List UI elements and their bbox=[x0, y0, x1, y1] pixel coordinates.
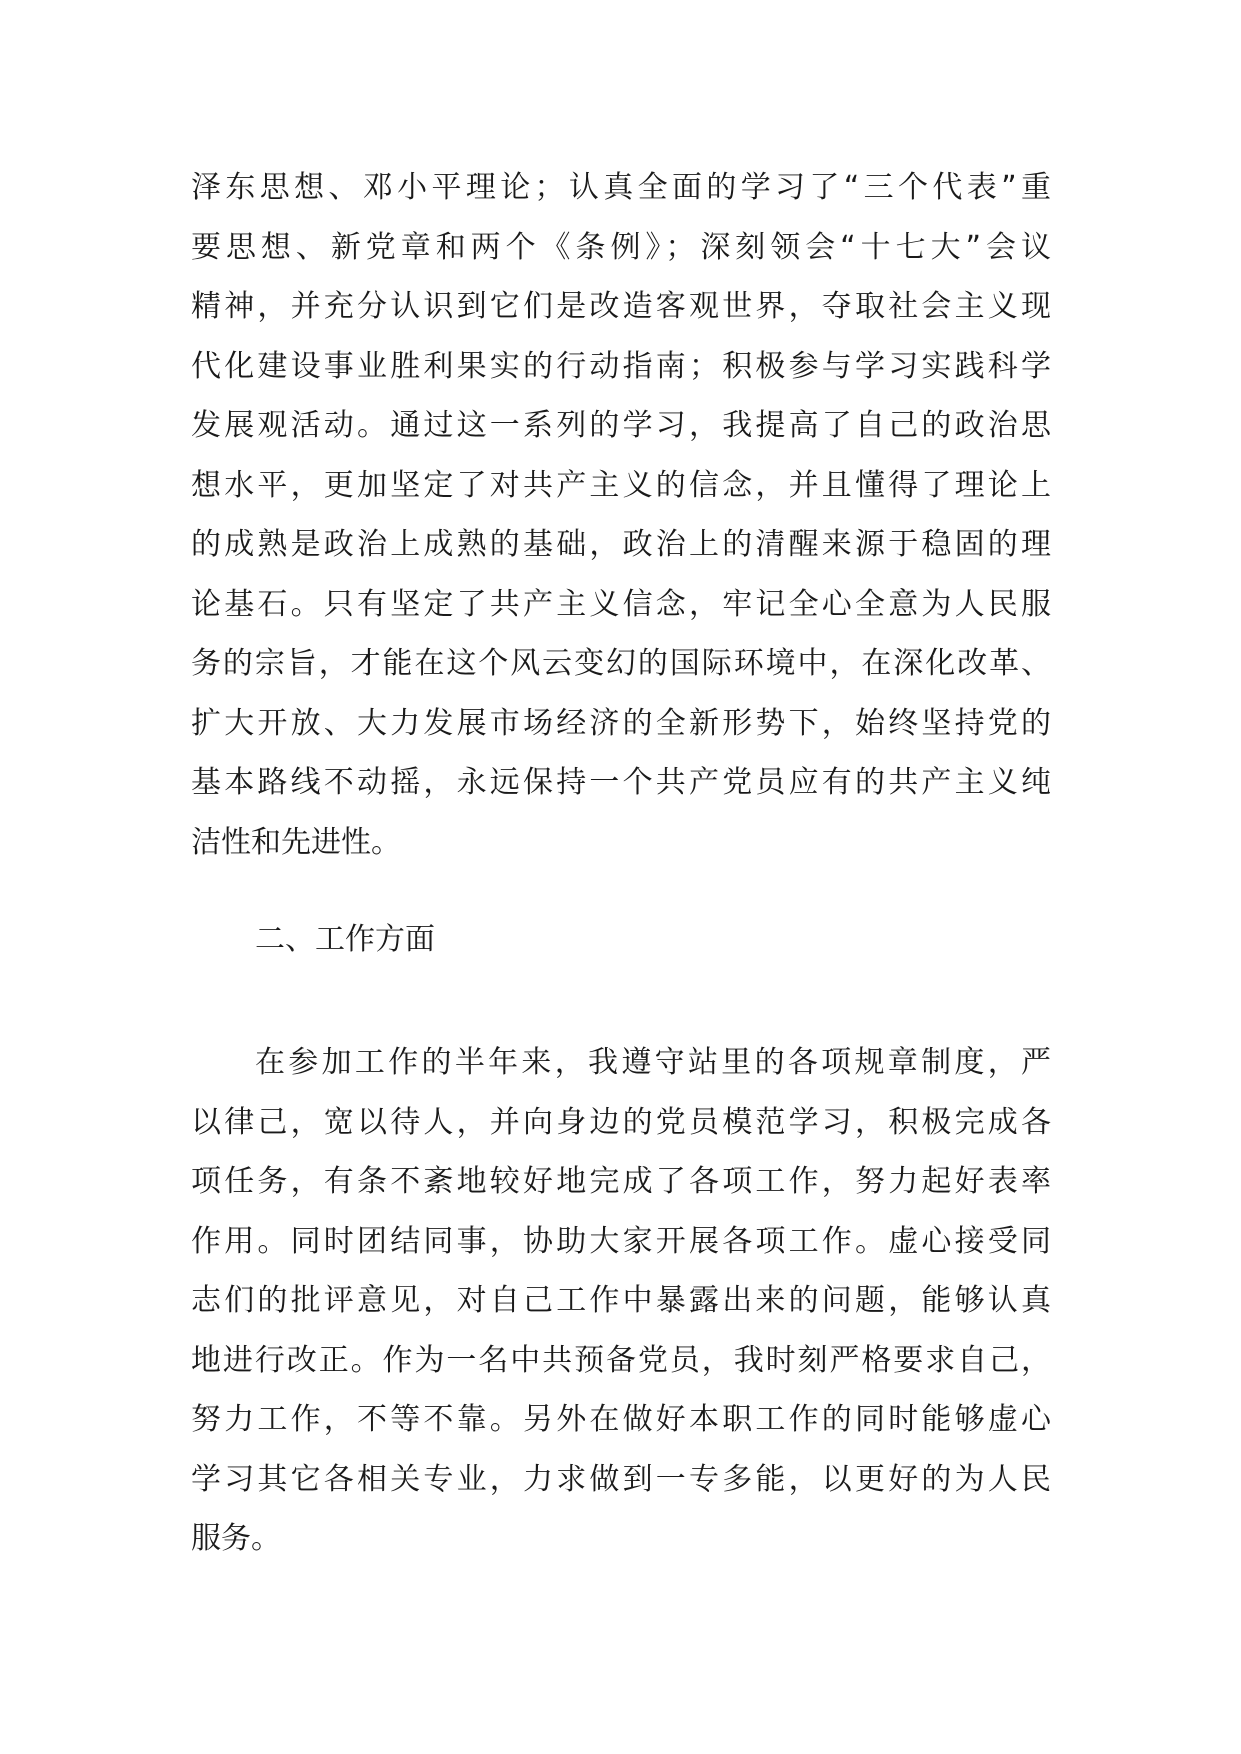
paragraph-line: 学习其它各相关专业，力求做到一专多能，以更好的为人民 bbox=[191, 1461, 1051, 1497]
paragraph-line: 在参加工作的半年来，我遵守站里的各项规章制度，严 bbox=[255, 1045, 1051, 1080]
paragraph-party-study bbox=[191, 158, 1051, 872]
paragraph-line: 服务。 bbox=[191, 1521, 281, 1556]
section-heading-work bbox=[191, 910, 1051, 970]
paragraph-line: 项任务，有条不紊地较好地完成了各项工作，努力起好表率 bbox=[191, 1164, 1051, 1199]
paragraph-line: 作用。同时团结同事，协助大家开展各项工作。虚心接受同 bbox=[191, 1223, 1051, 1259]
paragraph-line: 论基石。只有坚定了共产主义信念，牢记全心全意为人民服 bbox=[191, 586, 1051, 622]
paragraph-work bbox=[191, 1033, 1051, 1569]
paragraph-line: 地进行改正。作为一名中共预备党员，我时刻严格要求自己， bbox=[191, 1342, 1051, 1378]
paragraph-line: 泽东思想、邓小平理论；认真全面的学习了“三个代表”重 bbox=[191, 170, 1051, 205]
section-heading-text: 二、工作方面 bbox=[255, 922, 435, 957]
paragraph-line: 代化建设事业胜利果实的行动指南；积极参与学习实践科学 bbox=[191, 348, 1051, 384]
paragraph-line: 基本路线不动摇，永远保持一个共产党员应有的共产主义纯 bbox=[191, 765, 1051, 800]
paragraph-line: 以律己，宽以待人，并向身边的党员模范学习，积极完成各 bbox=[191, 1104, 1051, 1140]
paragraph-line: 志们的批评意见，对自己工作中暴露出来的问题，能够认真 bbox=[191, 1283, 1051, 1318]
paragraph-line: 努力工作，不等不靠。另外在做好本职工作的同时能够虚心 bbox=[191, 1402, 1051, 1437]
paragraph-line: 发展观活动。通过这一系列的学习，我提高了自己的政治思 bbox=[191, 408, 1051, 443]
paragraph-line: 精神，并充分认识到它们是改造客观世界，夺取社会主义现 bbox=[191, 289, 1051, 324]
paragraph-line: 的成熟是政治上成熟的基础，政治上的清醒来源于稳固的理 bbox=[191, 527, 1051, 562]
paragraph-line: 想水平，更加坚定了对共产主义的信念，并且懂得了理论上 bbox=[191, 467, 1051, 503]
paragraph-line: 扩大开放、大力发展市场经济的全新形势下，始终坚持党的 bbox=[191, 705, 1051, 741]
paragraph-line: 洁性和先进性。 bbox=[191, 824, 401, 860]
paragraph-line: 务的宗旨，才能在这个风云变幻的国际环境中，在深化改革、 bbox=[191, 646, 1051, 681]
paragraph-line: 要思想、新党章和两个《条例》；深刻领会“十七大”会议 bbox=[191, 229, 1051, 265]
